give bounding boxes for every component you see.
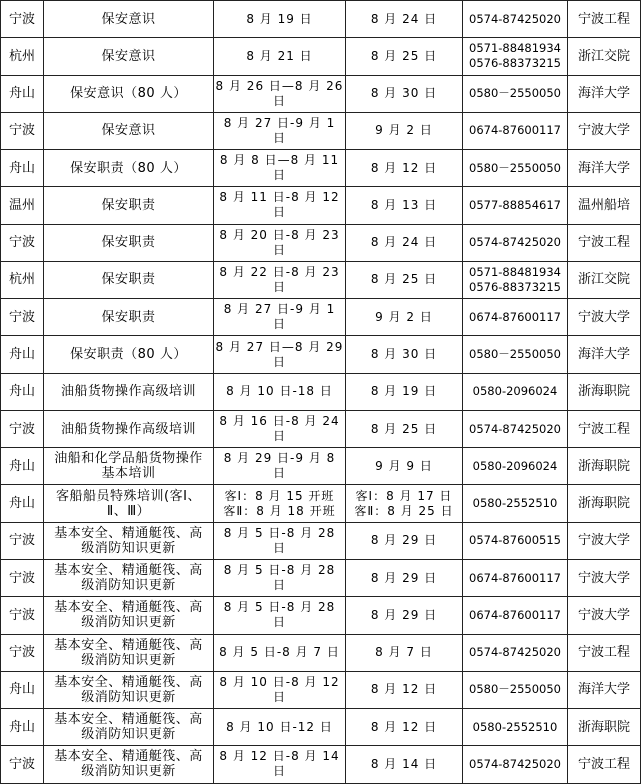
institution-cell: 宁波大学 — [568, 559, 641, 596]
phone-line: 0576-88373215 — [469, 56, 561, 71]
institution-cell: 宁波大学 — [568, 112, 641, 149]
phone-cell — [463, 336, 568, 373]
table-row — [1, 671, 641, 708]
exam-date-cell — [346, 671, 463, 708]
training-dates-line: 客Ⅰ：8 月 15 开班 — [224, 488, 335, 503]
exam-date-line: 8 月 24 日 — [370, 235, 438, 250]
course-name-line: 保安意识（80 人） — [70, 86, 187, 102]
training-dates-cell — [214, 150, 346, 187]
city-cell: 宁波 — [1, 746, 44, 783]
phone-cell — [463, 112, 568, 149]
phone-cell — [463, 597, 568, 634]
exam-date-line: 客Ⅰ：8 月 17 日 — [355, 488, 453, 503]
phone-cell — [463, 448, 568, 485]
phone-line: 0580-2096024 — [472, 384, 558, 399]
institution-cell: 浙海职院 — [568, 448, 641, 485]
phone-cell — [463, 522, 568, 559]
course-name-cell — [44, 410, 214, 447]
city-cell: 舟山 — [1, 336, 44, 373]
course-name-cell — [44, 1, 214, 38]
training-dates-line: 8 月 22 日-8 月 23 日 — [219, 264, 340, 294]
phone-line: 0674-87600117 — [469, 607, 561, 622]
training-dates-line: 日 — [272, 354, 286, 369]
exam-date-line: 8 月 24 日 — [370, 11, 438, 26]
exam-date-cell — [346, 410, 463, 447]
city-cell: 宁波 — [1, 112, 44, 149]
course-name-line: 保安职责 — [101, 197, 156, 213]
training-dates-cell — [214, 224, 346, 261]
city-cell: 宁波 — [1, 410, 44, 447]
institution-cell: 海洋大学 — [568, 150, 641, 187]
city-cell: 舟山 — [1, 150, 44, 187]
phone-cell — [463, 559, 568, 596]
training-dates-line: 8 月 19 日 — [246, 11, 313, 26]
exam-date-cell — [346, 261, 463, 298]
course-name-line: 客船船员特殊培训(客Ⅰ、 — [56, 488, 201, 504]
course-name-cell — [44, 224, 214, 261]
phone-cell — [463, 709, 568, 746]
phone-line: 0580－2550050 — [469, 347, 561, 362]
phone-line: 0580-2552510 — [472, 496, 558, 511]
exam-date-cell — [346, 709, 463, 746]
training-dates-line: 8 月 10 日-8 月 12 日 — [219, 674, 340, 704]
table-row — [1, 75, 641, 112]
phone-cell — [463, 410, 568, 447]
training-dates-line: 8 月 5 日-8 月 7 日 — [219, 645, 340, 660]
phone-line: 0571-88481934 — [469, 264, 561, 279]
course-name-line: 级消防知识更新 — [81, 764, 176, 780]
course-name-line: 级消防知识更新 — [81, 540, 176, 556]
exam-date-cell — [346, 485, 463, 522]
city-cell: 舟山 — [1, 671, 44, 708]
phone-line: 0574-87425020 — [469, 645, 561, 660]
training-dates-cell — [214, 597, 346, 634]
table-row — [1, 448, 641, 485]
training-dates-cell — [214, 448, 346, 485]
exam-date-line: 8 月 29 日 — [370, 570, 438, 585]
table-row — [1, 112, 641, 149]
city-cell: 宁波 — [1, 1, 44, 38]
institution-cell: 海洋大学 — [568, 336, 641, 373]
phone-line: 0576-88373215 — [469, 279, 561, 294]
exam-date-line: 8 月 7 日 — [375, 645, 433, 660]
course-name-cell — [44, 112, 214, 149]
phone-cell — [463, 373, 568, 410]
institution-cell: 浙海职院 — [568, 709, 641, 746]
institution-cell: 宁波工程 — [568, 746, 641, 783]
exam-date-line: 客Ⅱ：8 月 25 日 — [354, 503, 454, 518]
table-row — [1, 299, 641, 336]
exam-date-line: 8 月 12 日 — [370, 160, 438, 175]
course-name-cell — [44, 746, 214, 783]
course-name-line: 保安职责 — [101, 272, 156, 288]
city-cell: 宁波 — [1, 634, 44, 671]
training-dates-line: 8 月 5 日-8 月 28 日 — [223, 563, 336, 593]
course-name-line: 基本安全、精通艇筏、高 — [54, 525, 203, 541]
table-row — [1, 38, 641, 75]
training-dates-line: 8 月 20 日-8 月 23 日 — [219, 227, 340, 257]
phone-cell — [463, 38, 568, 75]
course-name-cell — [44, 485, 214, 522]
course-name-cell — [44, 448, 214, 485]
city-cell: 舟山 — [1, 373, 44, 410]
table-row — [1, 224, 641, 261]
course-name-cell — [44, 373, 214, 410]
training-dates-line: 客Ⅱ：8 月 18 开班 — [223, 503, 336, 518]
course-name-line: 保安职责 — [101, 309, 156, 325]
course-name-cell — [44, 709, 214, 746]
phone-cell — [463, 299, 568, 336]
phone-line: 0574-87425020 — [469, 421, 561, 436]
institution-cell: 浙江交院 — [568, 38, 641, 75]
training-dates-cell — [214, 746, 346, 783]
institution-cell: 宁波工程 — [568, 410, 641, 447]
course-name-line: 保安职责 — [101, 235, 156, 251]
phone-line: 0580－2550050 — [469, 682, 561, 697]
exam-date-cell — [346, 187, 463, 224]
training-dates-line: 8 月 10 日-12 日 — [226, 719, 333, 734]
table-row — [1, 522, 641, 559]
course-name-line: 油船货物操作高级培训 — [60, 384, 196, 400]
training-dates-line: 8 月 27 日-9 月 1 日 — [223, 115, 336, 145]
course-name-line: 级消防知识更新 — [81, 689, 176, 705]
training-dates-cell — [214, 559, 346, 596]
course-name-line: 保安职责（80 人） — [70, 347, 187, 363]
phone-line: 0580-2096024 — [472, 458, 558, 473]
exam-date-cell — [346, 559, 463, 596]
table-row — [1, 373, 641, 410]
training-dates-line: 8 月 27 日-9 月 1 日 — [223, 302, 336, 332]
training-dates-cell — [214, 299, 346, 336]
training-dates-cell — [214, 1, 346, 38]
exam-date-line: 8 月 30 日 — [370, 86, 438, 101]
training-dates-cell — [214, 373, 346, 410]
exam-date-line: 8 月 29 日 — [370, 607, 438, 622]
city-cell: 杭州 — [1, 261, 44, 298]
exam-date-cell — [346, 224, 463, 261]
course-name-line: Ⅱ、Ⅲ） — [106, 503, 151, 519]
table-row — [1, 261, 641, 298]
exam-date-cell — [346, 299, 463, 336]
table-row — [1, 485, 641, 522]
phone-cell — [463, 1, 568, 38]
exam-date-line: 8 月 12 日 — [370, 719, 438, 734]
institution-cell: 宁波工程 — [568, 224, 641, 261]
course-name-line: 基本安全、精通艇筏、高 — [54, 637, 203, 653]
institution-cell: 海洋大学 — [568, 75, 641, 112]
training-dates-line: 8 月 12 日-8 月 14 日 — [219, 749, 340, 779]
course-name-cell — [44, 559, 214, 596]
phone-cell — [463, 187, 568, 224]
exam-date-cell — [346, 746, 463, 783]
training-dates-line: 8 月 11 日-8 月 12 日 — [219, 190, 340, 220]
course-name-line: 保安意识 — [101, 123, 156, 139]
exam-date-line: 8 月 25 日 — [370, 272, 438, 287]
exam-date-cell — [346, 373, 463, 410]
city-cell: 舟山 — [1, 448, 44, 485]
institution-cell: 宁波大学 — [568, 299, 641, 336]
phone-line: 0580-2552510 — [472, 719, 558, 734]
city-cell: 舟山 — [1, 709, 44, 746]
training-dates-cell — [214, 671, 346, 708]
phone-cell — [463, 746, 568, 783]
training-dates-cell — [214, 38, 346, 75]
institution-cell: 浙海职院 — [568, 485, 641, 522]
training-dates-cell — [214, 709, 346, 746]
exam-date-cell — [346, 1, 463, 38]
institution-cell: 宁波工程 — [568, 634, 641, 671]
course-name-line: 油船货物操作高级培训 — [60, 421, 196, 437]
exam-date-line: 8 月 30 日 — [370, 347, 438, 362]
course-name-line: 级消防知识更新 — [81, 652, 176, 668]
course-name-cell — [44, 597, 214, 634]
phone-cell — [463, 75, 568, 112]
course-name-cell — [44, 75, 214, 112]
training-dates-cell — [214, 75, 346, 112]
table-row — [1, 634, 641, 671]
course-name-cell — [44, 299, 214, 336]
training-dates-cell — [214, 187, 346, 224]
phone-cell — [463, 224, 568, 261]
phone-line: 0574-87425020 — [469, 11, 561, 26]
exam-date-line: 9 月 2 日 — [375, 309, 433, 324]
table-row — [1, 559, 641, 596]
phone-line: 0577-88854617 — [469, 197, 561, 212]
phone-cell — [463, 634, 568, 671]
city-cell: 宁波 — [1, 299, 44, 336]
course-name-line: 保安职责（80 人） — [70, 160, 187, 176]
course-name-line: 级消防知识更新 — [81, 615, 176, 631]
training-dates-cell — [214, 261, 346, 298]
training-dates-cell — [214, 410, 346, 447]
phone-line: 0574-87425020 — [469, 756, 561, 771]
table-row — [1, 597, 641, 634]
exam-date-cell — [346, 38, 463, 75]
exam-date-cell — [346, 522, 463, 559]
institution-cell: 温州船培 — [568, 187, 641, 224]
exam-date-line: 9 月 2 日 — [375, 123, 433, 138]
course-name-line: 基本安全、精通艇筏、高 — [54, 674, 203, 690]
training-dates-cell — [214, 112, 346, 149]
exam-date-line: 8 月 25 日 — [370, 421, 438, 436]
training-dates-line: 8 月 29 日-9 月 8 日 — [223, 451, 336, 481]
phone-line: 0580－2550050 — [469, 160, 561, 175]
phone-line: 0674-87600117 — [469, 309, 561, 324]
exam-date-cell — [346, 597, 463, 634]
course-name-line: 级消防知识更新 — [81, 727, 176, 743]
training-dates-cell — [214, 485, 346, 522]
course-name-line: 基本安全、精通艇筏、高 — [54, 600, 203, 616]
city-cell: 舟山 — [1, 485, 44, 522]
phone-line: 0574-87425020 — [469, 235, 561, 250]
course-name-cell — [44, 634, 214, 671]
training-dates-cell — [214, 336, 346, 373]
training-dates-cell — [214, 634, 346, 671]
city-cell: 宁波 — [1, 559, 44, 596]
phone-line: 0674-87600117 — [469, 123, 561, 138]
course-name-line: 基本培训 — [101, 466, 156, 482]
table-row — [1, 410, 641, 447]
institution-cell: 海洋大学 — [568, 671, 641, 708]
training-dates-line: 8 月 26 日—8 月 26 — [215, 78, 344, 93]
course-name-line: 级消防知识更新 — [81, 578, 176, 594]
city-cell: 宁波 — [1, 597, 44, 634]
training-dates-cell — [214, 522, 346, 559]
training-dates-line: 8 月 21 日 — [246, 48, 313, 63]
exam-date-line: 8 月 25 日 — [370, 48, 438, 63]
training-dates-line: 8 月 16 日-8 月 24 日 — [219, 414, 340, 444]
table-row — [1, 150, 641, 187]
course-name-cell — [44, 261, 214, 298]
exam-date-line: 8 月 19 日 — [370, 384, 438, 399]
course-name-cell — [44, 150, 214, 187]
table-row — [1, 336, 641, 373]
phone-line: 0571-88481934 — [469, 41, 561, 56]
institution-cell: 宁波大学 — [568, 597, 641, 634]
exam-date-line: 8 月 12 日 — [370, 682, 438, 697]
training-dates-line: 8 月 27 日—8 月 29 — [215, 339, 344, 354]
institution-cell: 浙江交院 — [568, 261, 641, 298]
institution-cell: 宁波工程 — [568, 1, 641, 38]
phone-cell — [463, 150, 568, 187]
table-row — [1, 1, 641, 38]
city-cell: 杭州 — [1, 38, 44, 75]
training-dates-line: 8 月 10 日-18 日 — [226, 384, 333, 399]
course-name-cell — [44, 522, 214, 559]
phone-cell — [463, 671, 568, 708]
exam-date-cell — [346, 634, 463, 671]
city-cell: 舟山 — [1, 75, 44, 112]
phone-cell — [463, 261, 568, 298]
course-name-line: 油船和化学品船货物操作 — [54, 451, 203, 467]
training-dates-line: 日 — [272, 93, 286, 108]
table-row — [1, 709, 641, 746]
training-dates-line: 8 月 8 日—8 月 11 日 — [219, 153, 340, 183]
city-cell: 宁波 — [1, 522, 44, 559]
city-cell: 宁波 — [1, 224, 44, 261]
exam-date-line: 8 月 29 日 — [370, 533, 438, 548]
course-name-line: 保安意识 — [101, 11, 156, 27]
institution-cell: 宁波大学 — [568, 522, 641, 559]
exam-date-cell — [346, 150, 463, 187]
city-cell: 温州 — [1, 187, 44, 224]
exam-date-line: 9 月 9 日 — [375, 458, 433, 473]
course-name-cell — [44, 336, 214, 373]
exam-date-cell — [346, 336, 463, 373]
table-row — [1, 746, 641, 783]
course-name-line: 基本安全、精通艇筏、高 — [54, 563, 203, 579]
training-dates-line: 8 月 5 日-8 月 28 日 — [223, 600, 336, 630]
course-name-cell — [44, 671, 214, 708]
exam-date-line: 8 月 13 日 — [370, 197, 438, 212]
exam-date-cell — [346, 75, 463, 112]
table-body — [1, 1, 641, 784]
course-name-cell — [44, 187, 214, 224]
table-row — [1, 187, 641, 224]
institution-cell: 浙海职院 — [568, 373, 641, 410]
phone-line: 0674-87600117 — [469, 570, 561, 585]
course-name-cell — [44, 38, 214, 75]
phone-line: 0574-87600515 — [469, 533, 561, 548]
exam-date-cell — [346, 112, 463, 149]
exam-date-line: 8 月 14 日 — [370, 756, 438, 771]
phone-cell — [463, 485, 568, 522]
exam-date-cell — [346, 448, 463, 485]
course-name-line: 保安意识 — [101, 48, 156, 64]
training-dates-line: 8 月 5 日-8 月 28 日 — [223, 525, 336, 555]
phone-line: 0580－2550050 — [469, 86, 561, 101]
course-name-line: 基本安全、精通艇筏、高 — [54, 712, 203, 728]
course-name-line: 基本安全、精通艇筏、高 — [54, 749, 203, 765]
